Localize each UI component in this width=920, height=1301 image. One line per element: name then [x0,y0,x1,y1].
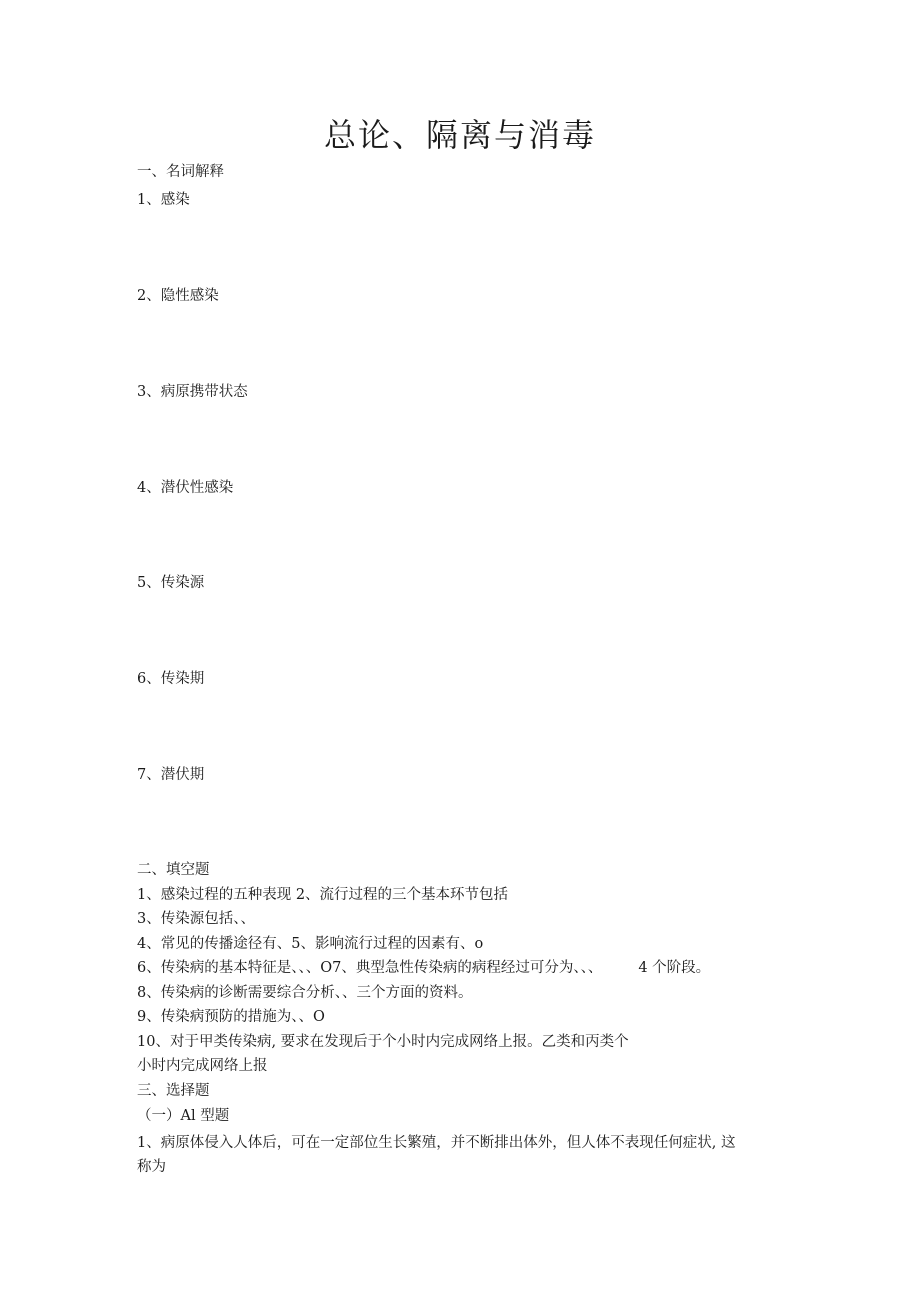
question-line: 称为 [137,1159,166,1175]
term-item: 2、隐性感染 [137,288,219,304]
term-item: 3、病原携带状态 [137,384,248,400]
fill-blank-line: 1、感染过程的五种表现 2、流行过程的三个基本环节包括 [137,887,509,903]
fill-blank-line: 小时内完成网络上报 [137,1058,268,1074]
fill-blank-line [137,958,710,978]
page-title: 总论、隔离与消毒 [323,116,596,154]
term-item: 6、传染期 [137,671,205,687]
subsection-heading-a1: （一）Al 型题 [137,1108,230,1124]
term-item: 5、传染源 [137,575,205,591]
fill-blank-line: 4、常见的传播途径有、5、影响流行过程的因素有、o [137,936,484,952]
fill-blank-text: 6、传染病的基本特征是、、、O7、典型急性传染病的病程经过可分为、、、 [137,960,603,976]
term-item: 1、感染 [137,192,190,208]
fill-blank-line: 10、对于甲类传染病, 要求在发现后于个小时内完成网络上报。乙类和丙类个 [137,1034,629,1050]
section-heading-fill-blank: 二、填空题 [137,862,210,878]
fill-blank-tail: 4 个阶段。 [638,960,711,976]
fill-blank-line: 9、传染病预防的措施为、、O [137,1009,325,1025]
section-heading-terms: 一、名词解释 [137,164,224,180]
question-line: 1、病原体侵入人体后，可在一定部位生长繁殖，并不断排出体外，但人体不表现任何症状, 这 [137,1135,736,1151]
fill-blank-line: 3、传染源包括、、 [137,911,255,927]
term-item: 7、潜伏期 [137,767,205,783]
fill-blank-line: 8、传染病的诊断需要综合分析、、三个方面的资料。 [137,985,473,1001]
section-heading-choice: 三、选择题 [137,1083,210,1099]
term-item: 4、潜伏性感染 [137,480,234,496]
